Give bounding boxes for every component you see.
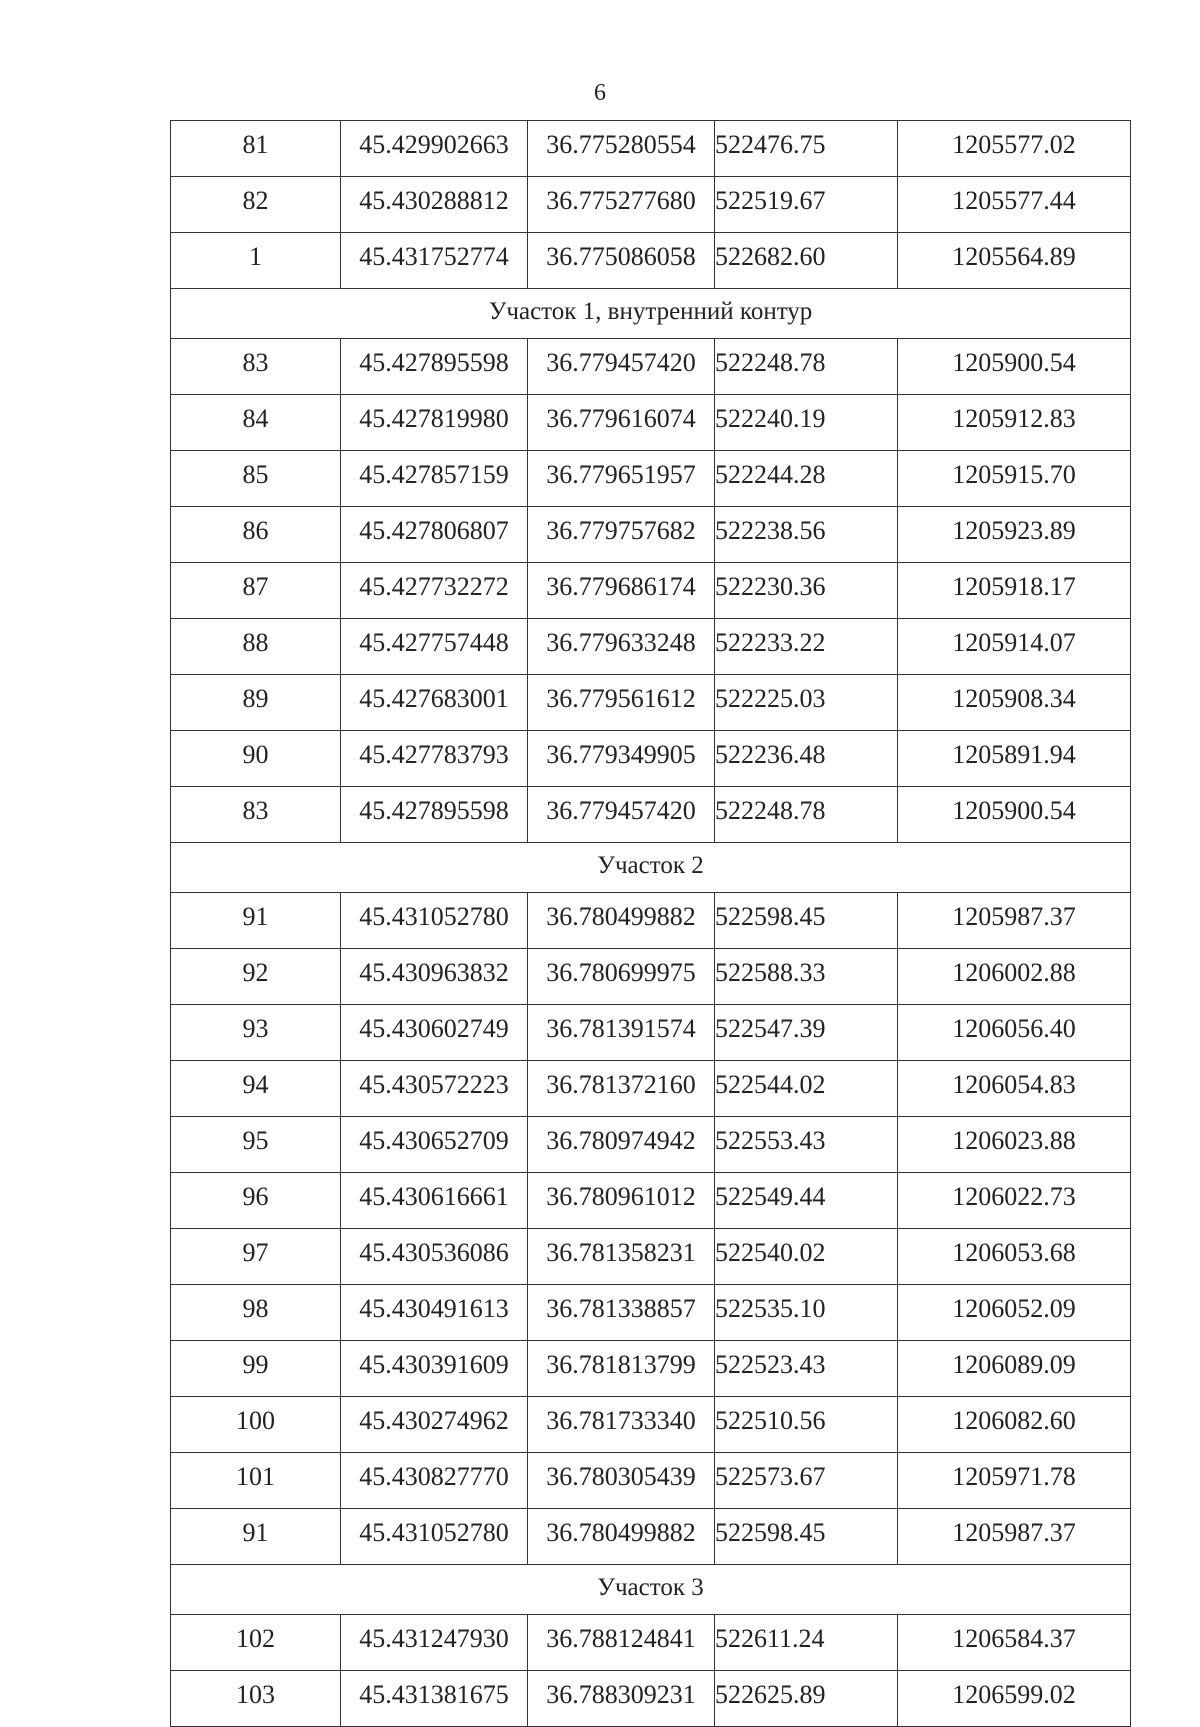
table-row xyxy=(171,1671,1131,1727)
y-coordinate-cell: 1205971.78 xyxy=(898,1453,1131,1509)
x-coordinate-cell: 522248.78 xyxy=(715,339,898,395)
y-coordinate-cell: 1205987.37 xyxy=(898,1509,1131,1565)
table-row xyxy=(171,1117,1131,1173)
x-coordinate-cell: 522248.78 xyxy=(715,787,898,843)
longitude-cell: 36.788309231 xyxy=(528,1671,715,1727)
y-coordinate-cell: 1206002.88 xyxy=(898,949,1131,1005)
table-row xyxy=(171,507,1131,563)
longitude-cell: 36.781813799 xyxy=(528,1341,715,1397)
x-coordinate-cell: 522236.48 xyxy=(715,731,898,787)
point-number-cell: 85 xyxy=(171,451,341,507)
latitude-cell: 45.431247930 xyxy=(341,1615,528,1671)
x-coordinate-cell: 522549.44 xyxy=(715,1173,898,1229)
point-number-cell: 102 xyxy=(171,1615,341,1671)
x-coordinate-cell: 522476.75 xyxy=(715,121,898,177)
coordinates-table xyxy=(170,120,1131,1727)
x-coordinate-cell: 522573.67 xyxy=(715,1453,898,1509)
longitude-cell: 36.781372160 xyxy=(528,1061,715,1117)
x-coordinate-cell: 522230.36 xyxy=(715,563,898,619)
y-coordinate-cell: 1205891.94 xyxy=(898,731,1131,787)
table-row xyxy=(171,395,1131,451)
table-row xyxy=(171,451,1131,507)
point-number-cell: 99 xyxy=(171,1341,341,1397)
point-number-cell: 95 xyxy=(171,1117,341,1173)
longitude-cell: 36.781358231 xyxy=(528,1229,715,1285)
x-coordinate-cell: 522625.89 xyxy=(715,1671,898,1727)
longitude-cell: 36.779651957 xyxy=(528,451,715,507)
longitude-cell: 36.779686174 xyxy=(528,563,715,619)
latitude-cell: 45.430572223 xyxy=(341,1061,528,1117)
latitude-cell: 45.430391609 xyxy=(341,1341,528,1397)
latitude-cell: 45.427757448 xyxy=(341,619,528,675)
table-row xyxy=(171,121,1131,177)
longitude-cell: 36.779561612 xyxy=(528,675,715,731)
latitude-cell: 45.427806807 xyxy=(341,507,528,563)
x-coordinate-cell: 522547.39 xyxy=(715,1005,898,1061)
x-coordinate-cell: 522233.22 xyxy=(715,619,898,675)
y-coordinate-cell: 1206082.60 xyxy=(898,1397,1131,1453)
longitude-cell: 36.779457420 xyxy=(528,339,715,395)
section-title: Участок 3 xyxy=(171,1565,1131,1615)
y-coordinate-cell: 1205564.89 xyxy=(898,233,1131,289)
point-number-cell: 93 xyxy=(171,1005,341,1061)
y-coordinate-cell: 1205915.70 xyxy=(898,451,1131,507)
y-coordinate-cell: 1206599.02 xyxy=(898,1671,1131,1727)
x-coordinate-cell: 522225.03 xyxy=(715,675,898,731)
latitude-cell: 45.430536086 xyxy=(341,1229,528,1285)
table-row xyxy=(171,619,1131,675)
x-coordinate-cell: 522540.02 xyxy=(715,1229,898,1285)
point-number-cell: 100 xyxy=(171,1397,341,1453)
longitude-cell: 36.779349905 xyxy=(528,731,715,787)
x-coordinate-cell: 522535.10 xyxy=(715,1285,898,1341)
point-number-cell: 92 xyxy=(171,949,341,1005)
latitude-cell: 45.427895598 xyxy=(341,339,528,395)
latitude-cell: 45.427895598 xyxy=(341,787,528,843)
section-header-row xyxy=(171,843,1131,893)
longitude-cell: 36.775280554 xyxy=(528,121,715,177)
point-number-cell: 94 xyxy=(171,1061,341,1117)
table-row xyxy=(171,1173,1131,1229)
latitude-cell: 45.430827770 xyxy=(341,1453,528,1509)
point-number-cell: 83 xyxy=(171,787,341,843)
table-row xyxy=(171,893,1131,949)
y-coordinate-cell: 1206584.37 xyxy=(898,1615,1131,1671)
longitude-cell: 36.780499882 xyxy=(528,893,715,949)
x-coordinate-cell: 522510.56 xyxy=(715,1397,898,1453)
latitude-cell: 45.430288812 xyxy=(341,177,528,233)
latitude-cell: 45.430652709 xyxy=(341,1117,528,1173)
y-coordinate-cell: 1205914.07 xyxy=(898,619,1131,675)
section-title: Участок 2 xyxy=(171,843,1131,893)
y-coordinate-cell: 1205987.37 xyxy=(898,893,1131,949)
point-number-cell: 1 xyxy=(171,233,341,289)
longitude-cell: 36.781391574 xyxy=(528,1005,715,1061)
y-coordinate-cell: 1205577.02 xyxy=(898,121,1131,177)
point-number-cell: 87 xyxy=(171,563,341,619)
point-number-cell: 97 xyxy=(171,1229,341,1285)
table-row xyxy=(171,1615,1131,1671)
table-row xyxy=(171,1005,1131,1061)
table-row xyxy=(171,1341,1131,1397)
latitude-cell: 45.431752774 xyxy=(341,233,528,289)
latitude-cell: 45.430963832 xyxy=(341,949,528,1005)
longitude-cell: 36.780961012 xyxy=(528,1173,715,1229)
table-row xyxy=(171,339,1131,395)
x-coordinate-cell: 522588.33 xyxy=(715,949,898,1005)
latitude-cell: 45.430602749 xyxy=(341,1005,528,1061)
table-row xyxy=(171,177,1131,233)
point-number-cell: 103 xyxy=(171,1671,341,1727)
y-coordinate-cell: 1206056.40 xyxy=(898,1005,1131,1061)
longitude-cell: 36.781733340 xyxy=(528,1397,715,1453)
longitude-cell: 36.780699975 xyxy=(528,949,715,1005)
point-number-cell: 84 xyxy=(171,395,341,451)
latitude-cell: 45.430274962 xyxy=(341,1397,528,1453)
table-row xyxy=(171,731,1131,787)
longitude-cell: 36.788124841 xyxy=(528,1615,715,1671)
table-row xyxy=(171,1229,1131,1285)
table-row xyxy=(171,787,1131,843)
table-row xyxy=(171,675,1131,731)
y-coordinate-cell: 1206053.68 xyxy=(898,1229,1131,1285)
longitude-cell: 36.779457420 xyxy=(528,787,715,843)
table-row xyxy=(171,1061,1131,1117)
x-coordinate-cell: 522244.28 xyxy=(715,451,898,507)
section-title: Участок 1, внутренний контур xyxy=(171,289,1131,339)
latitude-cell: 45.427683001 xyxy=(341,675,528,731)
longitude-cell: 36.780974942 xyxy=(528,1117,715,1173)
page-number: 6 xyxy=(594,80,606,106)
longitude-cell: 36.775086058 xyxy=(528,233,715,289)
y-coordinate-cell: 1206054.83 xyxy=(898,1061,1131,1117)
table-row xyxy=(171,1397,1131,1453)
y-coordinate-cell: 1206023.88 xyxy=(898,1117,1131,1173)
latitude-cell: 45.430616661 xyxy=(341,1173,528,1229)
longitude-cell: 36.779616074 xyxy=(528,395,715,451)
table-row xyxy=(171,949,1131,1005)
point-number-cell: 90 xyxy=(171,731,341,787)
section-header-row xyxy=(171,1565,1131,1615)
point-number-cell: 96 xyxy=(171,1173,341,1229)
x-coordinate-cell: 522682.60 xyxy=(715,233,898,289)
x-coordinate-cell: 522519.67 xyxy=(715,177,898,233)
table-row xyxy=(171,1285,1131,1341)
latitude-cell: 45.431052780 xyxy=(341,1509,528,1565)
y-coordinate-cell: 1206022.73 xyxy=(898,1173,1131,1229)
coordinates-table-body xyxy=(171,121,1131,1727)
point-number-cell: 89 xyxy=(171,675,341,731)
point-number-cell: 82 xyxy=(171,177,341,233)
longitude-cell: 36.780499882 xyxy=(528,1509,715,1565)
point-number-cell: 91 xyxy=(171,1509,341,1565)
y-coordinate-cell: 1205918.17 xyxy=(898,563,1131,619)
x-coordinate-cell: 522553.43 xyxy=(715,1117,898,1173)
point-number-cell: 91 xyxy=(171,893,341,949)
section-header-row xyxy=(171,289,1131,339)
point-number-cell: 83 xyxy=(171,339,341,395)
y-coordinate-cell: 1206052.09 xyxy=(898,1285,1131,1341)
table-row xyxy=(171,563,1131,619)
latitude-cell: 45.431381675 xyxy=(341,1671,528,1727)
longitude-cell: 36.775277680 xyxy=(528,177,715,233)
table-row xyxy=(171,1453,1131,1509)
latitude-cell: 45.427732272 xyxy=(341,563,528,619)
point-number-cell: 81 xyxy=(171,121,341,177)
latitude-cell: 45.427783793 xyxy=(341,731,528,787)
point-number-cell: 88 xyxy=(171,619,341,675)
longitude-cell: 36.781338857 xyxy=(528,1285,715,1341)
y-coordinate-cell: 1206089.09 xyxy=(898,1341,1131,1397)
y-coordinate-cell: 1205577.44 xyxy=(898,177,1131,233)
longitude-cell: 36.780305439 xyxy=(528,1453,715,1509)
x-coordinate-cell: 522523.43 xyxy=(715,1341,898,1397)
x-coordinate-cell: 522240.19 xyxy=(715,395,898,451)
y-coordinate-cell: 1205923.89 xyxy=(898,507,1131,563)
y-coordinate-cell: 1205912.83 xyxy=(898,395,1131,451)
point-number-cell: 86 xyxy=(171,507,341,563)
latitude-cell: 45.430491613 xyxy=(341,1285,528,1341)
latitude-cell: 45.429902663 xyxy=(341,121,528,177)
y-coordinate-cell: 1205900.54 xyxy=(898,339,1131,395)
point-number-cell: 101 xyxy=(171,1453,341,1509)
latitude-cell: 45.427857159 xyxy=(341,451,528,507)
longitude-cell: 36.779757682 xyxy=(528,507,715,563)
point-number-cell: 98 xyxy=(171,1285,341,1341)
table-row xyxy=(171,1509,1131,1565)
latitude-cell: 45.431052780 xyxy=(341,893,528,949)
y-coordinate-cell: 1205900.54 xyxy=(898,787,1131,843)
table-row xyxy=(171,233,1131,289)
y-coordinate-cell: 1205908.34 xyxy=(898,675,1131,731)
x-coordinate-cell: 522544.02 xyxy=(715,1061,898,1117)
x-coordinate-cell: 522238.56 xyxy=(715,507,898,563)
x-coordinate-cell: 522611.24 xyxy=(715,1615,898,1671)
x-coordinate-cell: 522598.45 xyxy=(715,893,898,949)
longitude-cell: 36.779633248 xyxy=(528,619,715,675)
latitude-cell: 45.427819980 xyxy=(341,395,528,451)
x-coordinate-cell: 522598.45 xyxy=(715,1509,898,1565)
